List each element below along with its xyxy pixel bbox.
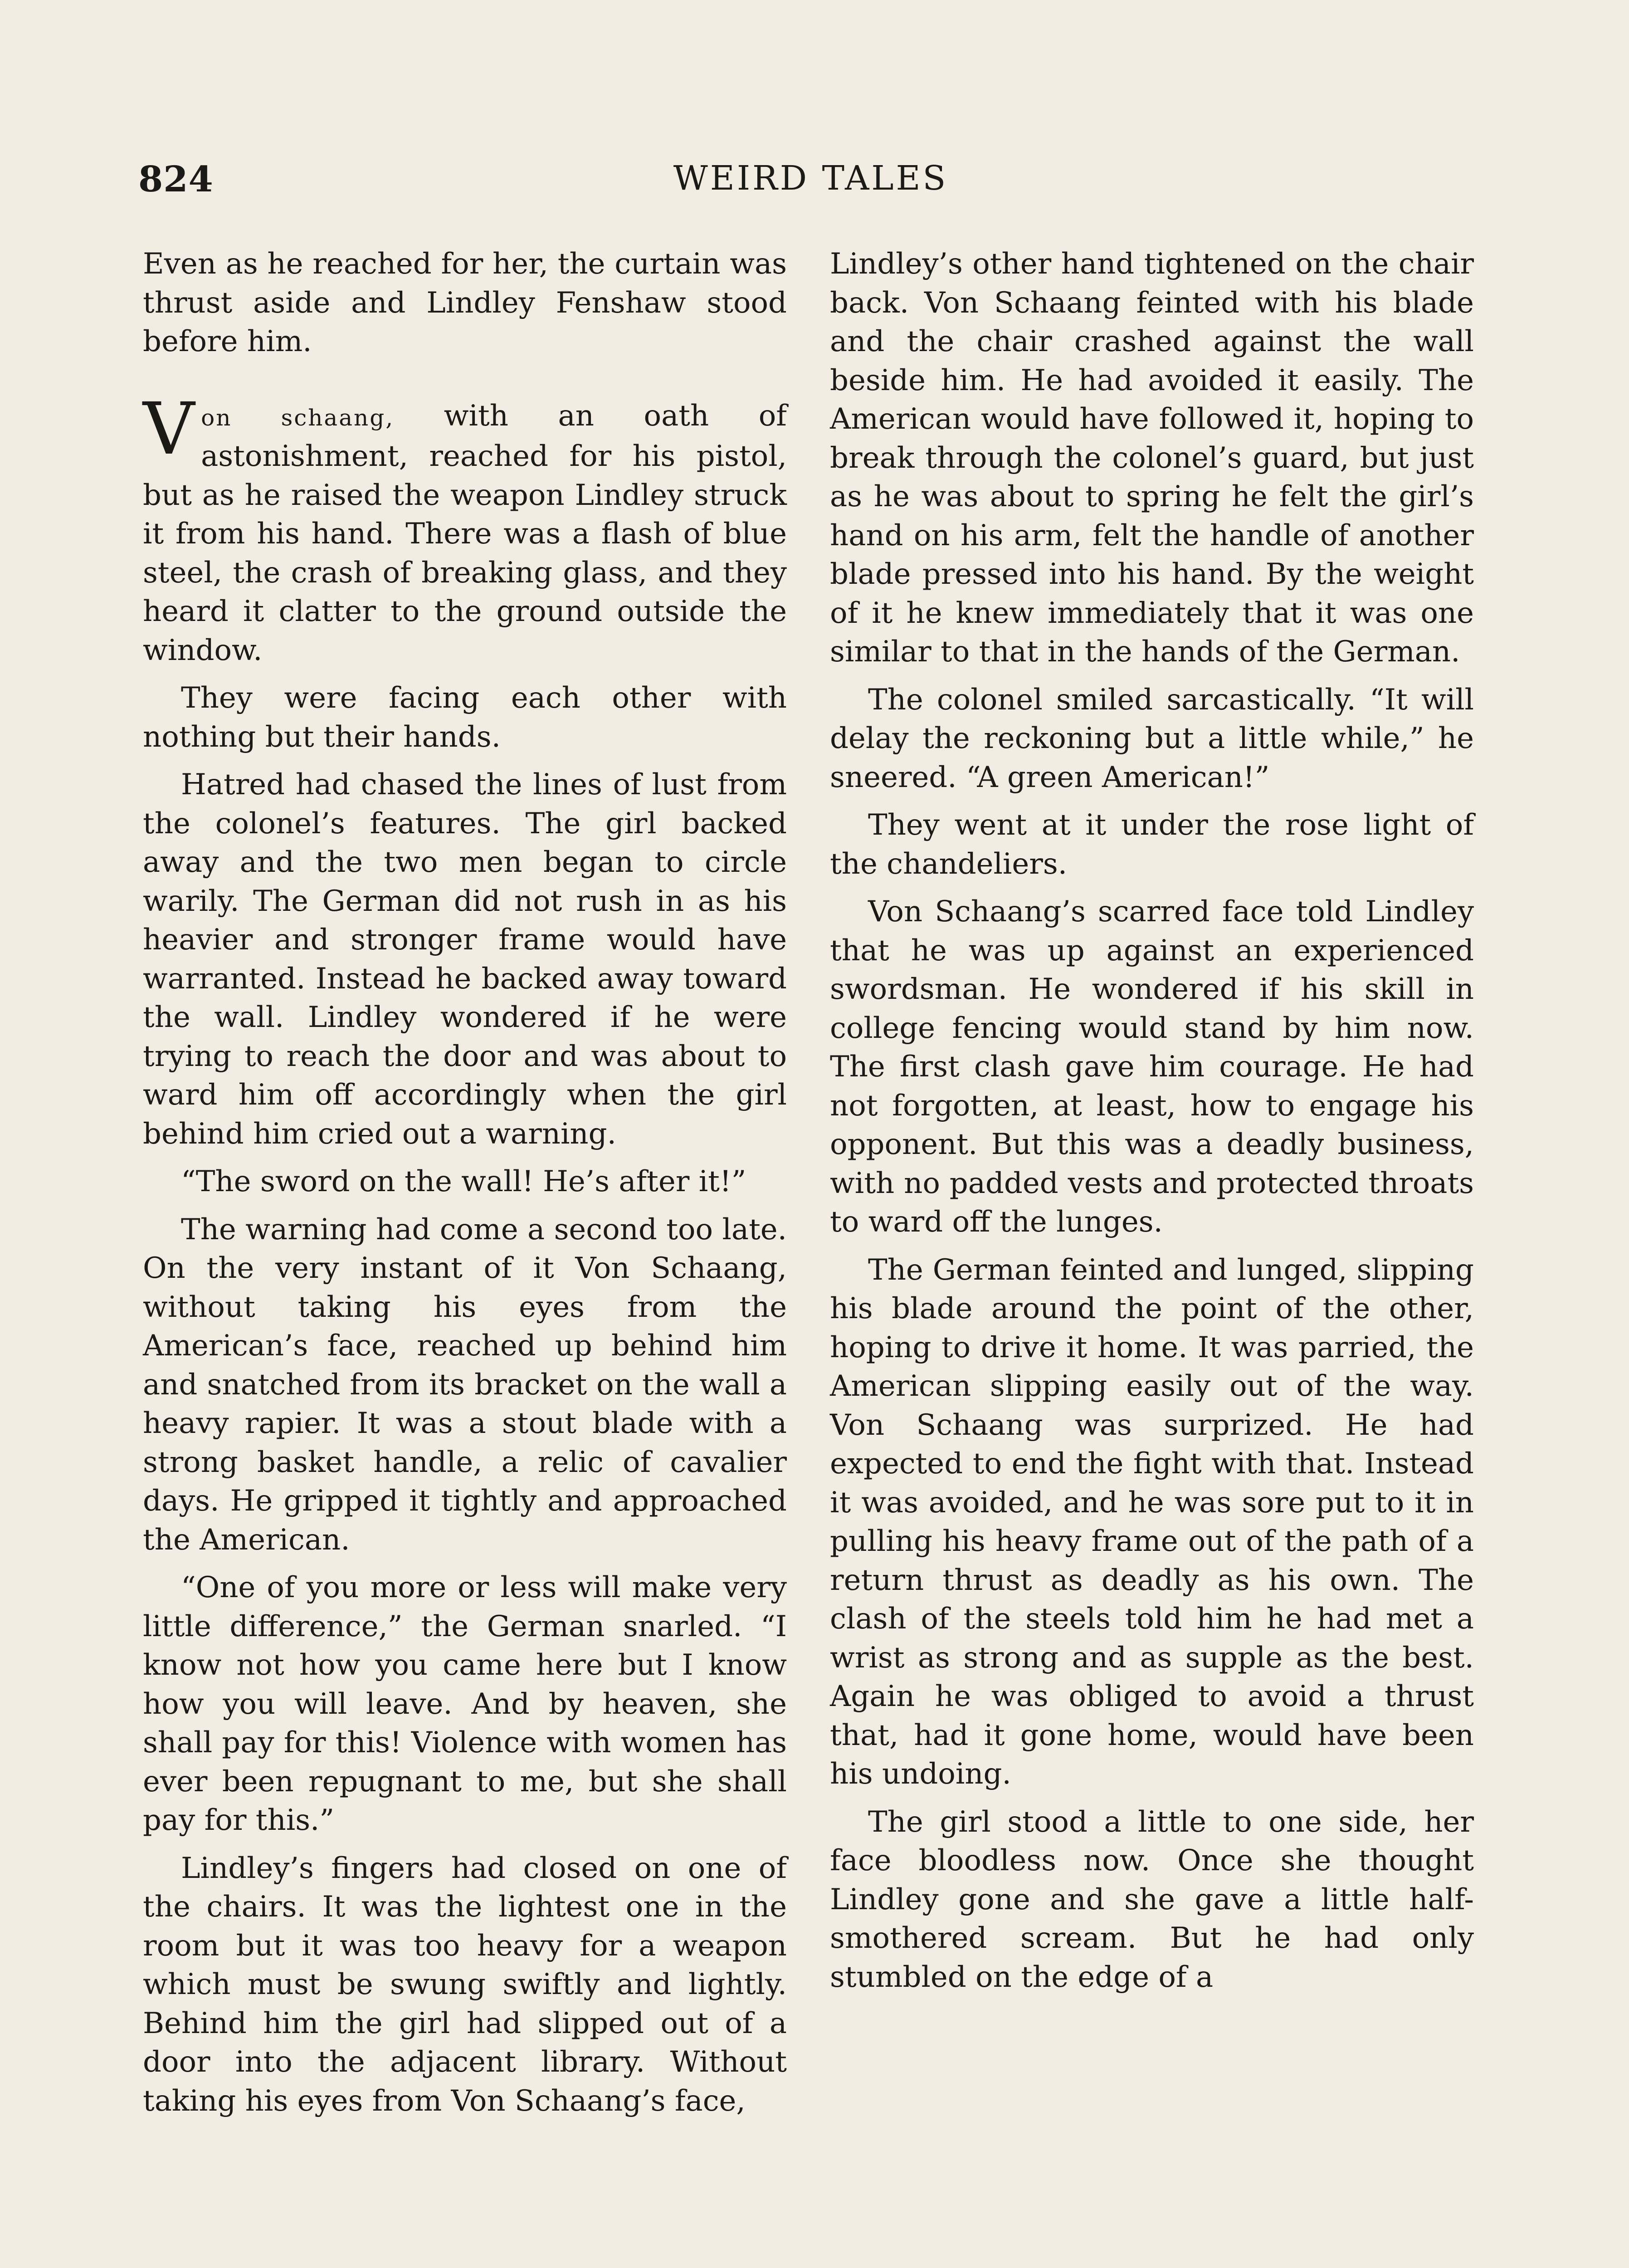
paragraph: The warning had come a second too late. On the very instant of it Von Schaang, without taking his eyes from the American’s face, reached up behind him and snatched from its bracket on the wall a heavy rapier. It was a stout blade with a strong basket handle, a relic of cavalier days. He gripped it tightly and approached the American.: [143, 1212, 787, 1557]
drop-cap: V: [143, 387, 195, 471]
paragraph: The colonel smiled sarcastically. “It will delay the reckoning but a little while,” he sneered. “A green American!”: [830, 683, 1474, 794]
paragraph: They went at it under the rose light of the chandeliers.: [830, 808, 1474, 881]
running-head: WEIRD TALES: [673, 159, 948, 198]
paragraph: The German feinted and lunged, slipping his blade around the point of the other, hoping to drive it home. It was parried, the American slipping easily out of the way. Von Schaang was surprized. He had expected to end the fight with that. Instead it was avoided, and he was sore put to it in pulling his heavy frame out of the path of a return thrust as deadly as his own. The clash of the steels told him he had met a wrist as strong and as supple as the best. Again he was obliged to avoid a thrust that, had it gone home, would have been his undoing.: [830, 1253, 1474, 1791]
paragraph: Von Schaang’s scarred face told Lindley that he was up against an experienced swordsman. He wondered if his skill in college fencing would stand by him now. The first clash gave him courage. He had not forgotten, at least, how to engage his opponent. But this was a deadly business, with no padded vests and protected throats to ward off the lunges.: [830, 895, 1474, 1239]
page-header: [138, 154, 1483, 204]
paragraph: Lindley’s other hand tightened on the chair back. Von Schaang feinted with his blade and the chair crashed against the wall beside him. He had avoided it easily. The American would have followed it, hoping to break through the colonel’s guard, but just as he was about to spring he felt the girl’s hand on his arm, felt the handle of another blade pressed into his hand. By the weight of it he knew immediately that it was one similar to that in the hands of the German.: [830, 247, 1474, 669]
section-start-paragraph: [143, 387, 787, 670]
paragraph: Lindley’s fingers had closed on one of the chairs. It was the lightest one in the room but it was too heavy for a weapon which must be swung swiftly and lightly. Behind him the girl had slipped out of a door into the adjacent library. Without taking his eyes from Von Schaang’s face,: [143, 1851, 787, 2118]
small-caps-lead: on schaang,: [201, 404, 395, 431]
right-column: [830, 245, 1474, 2006]
paragraph-text: with an oath of astonishment, reached for his pistol, but as he raised the weapon Lindley struck it from his hand. There was a flash of blue steel, the crash of breaking glass, and they heard it clatter to the ground outside the window.: [143, 399, 787, 667]
paragraph: “The sword on the wall! He’s after it!”: [181, 1165, 746, 1198]
paragraph: They were facing each other with nothing but their hands.: [143, 681, 787, 754]
paragraph: Even as he reached for her, the curtain was thrust aside and Lindley Fenshaw stood before him.: [143, 247, 787, 358]
paragraph: The girl stood a little to one side, her face bloodless now. Once she thought Lindley gone and she gave a little half-smothered scream. But he had only stumbled on the edge of a: [830, 1805, 1474, 1994]
paragraph: “One of you more or less will make very little difference,” the German snarled. “I know not how you came here but I know how you will leave. And by heaven, she shall pay for this! Violence with women has ever been repugnant to me, but she shall pay for this.”: [143, 1571, 787, 1837]
left-column: [143, 245, 787, 2130]
paragraph: Hatred had chased the lines of lust from the colonel’s features. The girl backed away and the two men began to circle warily. The German did not rush in as his heavier and stronger frame would have warranted. Instead he backed away toward the wall. Lindley wondered if he were trying to reach the door and was about to ward him off accordingly when the girl behind him cried out a warning.: [143, 768, 787, 1151]
page-number: 824: [138, 159, 214, 200]
